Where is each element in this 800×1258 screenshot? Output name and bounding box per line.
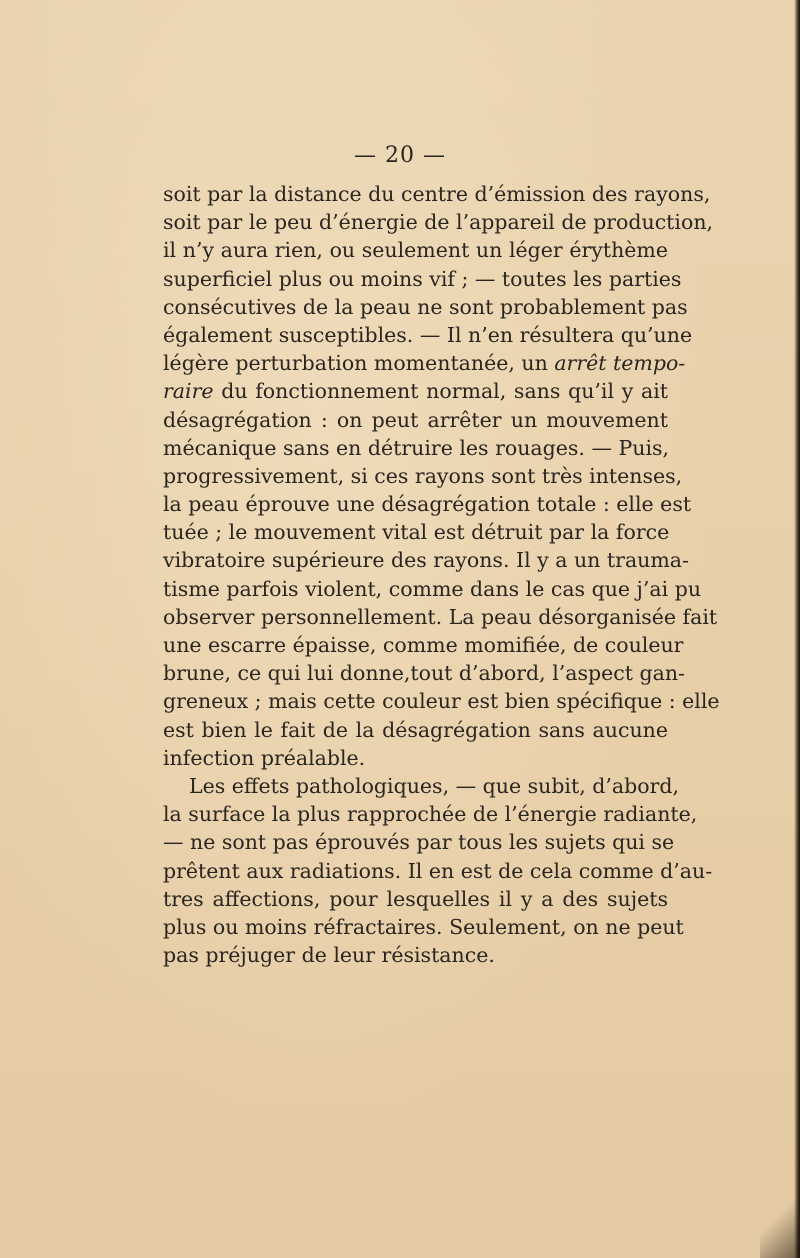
text-line: une escarre épaisse, comme momifiée, de couleur bbox=[163, 633, 684, 657]
text-line: soit par la distance du centre d’émission des rayons, bbox=[163, 182, 711, 206]
page-corner-shadow bbox=[760, 1138, 800, 1258]
text-line: observer personnellement. La peau désorganisée fait bbox=[163, 604, 718, 629]
text-line: plus ou moins réfractaires. Seulement, on ne peut bbox=[163, 914, 684, 939]
text-line: mécanique sans en détruire les rouages. — Puis, bbox=[163, 435, 670, 460]
italic-phrase: arrêt tempo- bbox=[554, 351, 686, 376]
text-line: il n’y aura rien, ou seulement un léger érythème bbox=[163, 238, 668, 263]
text-line: Les effets pathologiques, — que subit, d’abord, bbox=[189, 773, 680, 798]
text-line: tisme parfois violent, comme dans le cas que j’ai pu bbox=[163, 576, 702, 601]
text-line: consécutives de la peau ne sont probablement pas bbox=[163, 294, 688, 319]
text-line: infection préalable. bbox=[163, 745, 366, 770]
text-line: tres affections, pour lesquelles il y a des sujets bbox=[163, 886, 668, 911]
text-line: brune, ce qui lui donne,tout d’abord, l’aspect gan- bbox=[163, 661, 685, 686]
text-line: est bien le fait de la désagrégation sans aucune bbox=[163, 717, 668, 742]
text-line: greneux ; mais cette couleur est bien spécifique : elle bbox=[163, 689, 720, 714]
text-line: soit par le peu d’énergie de l’appareil de production, bbox=[163, 210, 714, 235]
text-run: du fonctionnement normal, sans qu’il y ait bbox=[213, 379, 668, 404]
body-text bbox=[163, 180, 720, 969]
text-line: tuée ; le mouvement vital est détruit par la force bbox=[163, 520, 670, 545]
text-line: désagrégation : on peut arrêter un mouvement bbox=[163, 407, 668, 432]
text-line: — ne sont pas éprouvés par tous les sujets qui se bbox=[163, 830, 675, 855]
text-line: la peau éprouve une désagrégation totale : elle est bbox=[163, 492, 692, 517]
page-number: — 20 — bbox=[354, 143, 446, 168]
text-line bbox=[163, 377, 668, 405]
text-line: progressivement, si ces rayons sont très intenses, bbox=[163, 463, 683, 488]
text-line: superficiel plus ou moins vif ; — toutes les parties bbox=[163, 266, 682, 291]
page-edge bbox=[794, 0, 800, 1258]
italic-phrase: raire bbox=[163, 379, 214, 404]
text-line: vibratoire supérieure des rayons. Il y a un trauma- bbox=[163, 548, 689, 573]
text-line: pas préjuger de leur résistance. bbox=[163, 943, 495, 968]
text-line: prêtent aux radiations. Il en est de cela comme d’au- bbox=[163, 858, 713, 883]
text-line: la surface la plus rapprochée de l’énergie radiante, bbox=[163, 802, 698, 827]
text-line: également susceptibles. — Il n’en résultera qu’une bbox=[163, 322, 693, 347]
text-line bbox=[163, 349, 686, 377]
text-run: légère perturbation momentanée, un bbox=[163, 351, 555, 376]
